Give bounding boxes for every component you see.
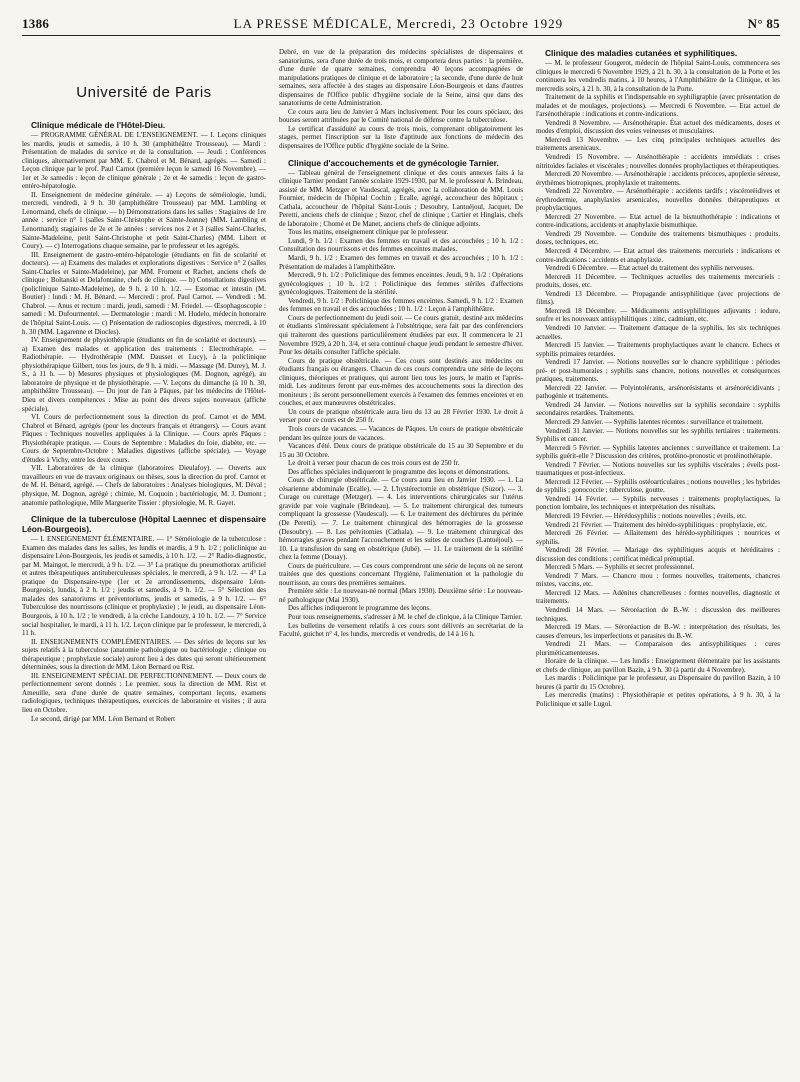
paragraph: Un cours de pratique obstétricale aura lieu du 13 au 28 Février 1930. Le droit à verser pour ce cours est de 250 fr. [279, 407, 523, 425]
column-middle [279, 48, 523, 1058]
paragraph: Mercredi 18 Décembre. — Médicaments antisyphilitiques adjuvants : iodure, soufre et les nouveaux antisyphilitiques : zinc, cadmium, etc. [536, 306, 780, 324]
section-heading: Clinique des maladies cutanées et syphilitiques. [545, 48, 738, 58]
paragraph: III. ENSEIGNEMENT SPÉCIAL DE PERFECTIONNEMENT. — Deux cours de perfectionnement seront donnés : Le premier, sous la direction de MM. Rist et Ameuille, sera d'une durée de quatre semaines, comportant leçons, examens radiologiques, techniques thérapeutiques, exercices de laboratoire et visites ; il aura lieu en Octobre. [22, 671, 266, 714]
paragraph: Vendredi 14 Mars. — Séroréaction de B.-W. : discussion des meilleures techniques. [536, 606, 780, 623]
section-heading: Clinique d'accouchements et de gynécologie Tarnier. [288, 157, 499, 168]
article-columns [22, 48, 780, 1058]
paragraph: Cours de perfectionnement du jeudi soir. — Ce cours gratuit, destiné aux médecins et étudiants s'intéressant spécialement à l'obstétrique, sera fait par des conférenciers qui traiteront des questions particulièrement étudiées par eux. Il commencera le 21 Novembre 1929, à 20 h. 3/4, et sera continué chaque jeudi pendant le semestre d'hiver. Pour les détails consulter l'affiche spéciale. [279, 313, 523, 357]
paragraph: III. Enseignement de gastro-entéro-hépatologie (étudiants en fin de scolarité et docteurs). — a) Examens des malades et explorations digestives : Service n° 2 (salles Saint-Charles et Sainte-Madeleine), par MM. Froment et Rachet, anciens chefs de clinique ; Boltanski et Delafontaine, chefs de clinique. — b) Consultations digestives (policlinique Sainte-Madeleine), de 9 h. à 10 h. 1/2. — Estomac et intestin (M. Boutier) : lundi : M. H. Bénard. — Mercredi : prof. Paul Carnot. — Vendredi : M. Chabrol. — Anus et rectum : mardi, jeudi, samedi : M. Friedel. — Œsophagoscopie : samedi : M. Dufourmentel. — Dermatologie : mardi : M. Hudelo, médecin honoraire de l'hôpital Saint-Louis. — c) Présentation de radioscopies digestives, mercredi, à 10 h. 30 (MM. Lagarenne et Diocles). [22, 250, 266, 336]
paragraph: Pour tous renseignements, s'adresser à M. le chef de clinique, à la Clinique Tarnier. [288, 613, 523, 621]
paragraph: Mercredi, 9 h. 1/2 : Policlinique des femmes enceintes. Jeudi, 9 h. 1/2 : Opérations gynécologiques ; 10 h. 1/2 : Policlinique des femmes stériles d'affections gynécologiques. Traitement de la stérilité. [279, 271, 523, 297]
section-heading: Clinique médicale de l'Hôtel-Dieu. [31, 120, 166, 130]
paragraph: Tous les matins, enseignement clinique par le professeur. [288, 228, 449, 237]
paragraph: Vendredi 24 Janvier. — Notions nouvelles sur la syphilis secondaire : syphilis secondaires retardées. Traitements. [536, 400, 780, 418]
paragraph: Mercredi 13 Novembre. — Les cinq principales techniques actuelles des traitements arsenicaux. [536, 135, 780, 153]
paragraph: — Tableau général de l'enseignement clinique et des cours annexes faits à la clinique Tarnier pendant l'année scolaire 1929-1930, par M. le professeur A. Brindeau, assisté de MM. Metzger et Vaudescal, agrégés, avec la collaboration de MM. Louis Fournier, médecin de l'hôpital Cochin ; Ecalle, agrégé, accoucheur des hôpitaux ; Cathala, accoucheur de l'hôpital Saint-Louis ; Desoubry, Lantuéjoul, Jacquet, De Peretti, anciens chefs de clinique ; Suzor, chef de clinique ; Cartier et Hinglais, chefs de laboratoire ; Chomé et De Manet, anciens chefs de clinique adjoints. [279, 168, 523, 228]
paragraph: Mercredi 22 Janvier. — Polyintolérants, arsénorésistants et arsénorécidivants ; pathogénie et traitements. [536, 383, 780, 401]
paragraph: Mercredi 26 Février. — Allaitement des hérédo-syphilitiques : nourrices et syphilis. [536, 529, 780, 546]
journal-title: LA PRESSE MÉDICALE, Mercredi, 23 Octobre 1929 [233, 16, 564, 31]
paragraph: Vendredi 21 Février. — Traitement des hérédo-syphilitiques : prophylaxie, etc. [545, 520, 767, 529]
paragraph: Vendredi 22 Novembre. — Arsénothérapie : accidents tardifs ; viscéroréidives et érythrodermie, anaphylaxies arsenicales, nouvelles données thérapeutiques et prophylactiques. [536, 187, 780, 213]
paragraph: IV. Enseignement de physiothérapie (étudiants en fin de scolarité et docteurs). — a) Examen des malades et application des traitements : Electrothérapie. — Radiothérapie. — Hydrothérapie (MM. Dausset et Lucy), à la policlinique physiothérapique Gilbert, tous les jours, de 9 h. à midi. — Massage (M. Durey), M. J. S., à 11 h. — b) Mesures physiques et physiologiques (M. Dognon, agrégé), au laboratoire de physique et de physiothérapie. — V. Leçons du dimanche (à 10 h. 30, amphithéâtre Trousseau). — Du jour de l'an à Pâques, par les médecins de l'Hôtel-Dieu et divers compétences : Mise au point des divers sujets nouveaux (affiche spéciale). [22, 336, 266, 413]
paragraph: — I. ENSEIGNEMENT ÉLÉMENTAIRE. — 1° Séméiologie de la tuberculose : Examen des malades dans les salles, les lundis et mardis, à 9 h. 1/2 ; policlinique au dispensaire Léon-Bourgeois, les jeudis et samedis, à 10 h. 1/2. — 2° Radio-diagnostic, par M. Maingot, le mercredi, à 9 h. 1/2. — 3° La pratique du pneumothorax artificiel et autres thérapeutiques antituberculeuses spéciales, le mercredi, à 9 h. 1/2. — 4° La pratique du Dispensaire-type (1er et 2e arrondissements, dispensaire Léon-Bourgeois), lundis, à 2 h. 1/2 ; jeudis et samedis, à 9 h. 1/2. — 5° Sélection des malades des sanatoriums et préventoriums, jeudis et samedis, à 9 h. 1/2. — 6° Tuberculose des nourrissons (clinique et prophylaxie) ; le jeudi, au dispensaire Léon-Bourgeois, à 10 h. 1/2 ; le vendredi, à la crèche Landouzy, à 10 h. 1/2. — 7° Service social hospitalier, le mardi, à 11 h. 1/2. Leçon clinique par le professeur, le mercredi, à 11 h. [22, 535, 266, 638]
paragraph: Cours de puériculture. — Ces cours comprendront une série de leçons où ne seront traitées que des questions concernant l'hygiène, l'alimentation et la pathologie du nourrisson, au cours des premières semaines. [279, 561, 523, 587]
paragraph: Mercredi 5 Février. — Syphilis latentes anciennes : surveillance et traitement. La syphilis guérit-elle ? Discussion des critères, protéino-pronostic et protéinothérapie. [536, 443, 780, 461]
paragraph: Mercredi 4 Décembre. — Etat actuel des traitements mercuriels : indications et contre-indications : accidents et anaphylaxie. [536, 247, 780, 264]
paragraph: Le second, dirigé par MM. Léon Bernard et Robert [31, 714, 176, 723]
paragraph: Mercredi 15 Janvier. — Traitements prophylactiques avant le chancre. Echecs et syphilis primaires retardées. [536, 341, 780, 358]
paragraph: Mercredi 19 Mars. — Séroréaction de B.-W. : interprétation des résultats, les causes d'erreurs, les imperfections et parasites du B.-W. [536, 623, 780, 640]
paragraph: — PROGRAMME GÉNÉRAL DE L'ENSEIGNEMENT. — I. Leçons cliniques les mardis, jeudis et samedis, à 10 h. 30 (amphithéâtre Trousseau). — Mardi : Présentation de malades du service et de la consultation. — Jeudi : Conférences cliniques, alternativement par MM. E. Chabrol et M. Bénard, agrégés. — Samedi : Leçon clinique par le prof. Paul Carnot (première leçon le samedi 16 Novembre). — 1er et 3e samedis : leçon de clinique générale ; 2e et 4e samedis : leçon de gastro-entéro-hépatologie. [22, 131, 266, 191]
paragraph: Vendredi 6 Décembre. — Etat actuel du traitement des syphilis nerveuses. [545, 264, 754, 273]
page-number: 1386 [22, 16, 50, 31]
paragraph: Les bulletins de versement relatifs à ces cours sont délivrés au secrétariat de la Faculté, guichet n° 4, les lundis, mercredis et vendredis, de 14 à 16 h. [279, 621, 523, 639]
paragraph: Mercredi 5 Mars. — Syphilis et secret professionnel. [545, 563, 695, 572]
paragraph: Vendredi 15 Novembre. — Arsénothérapie : accidents immédiats : crises nitritoïdes faciales et viscérales ; nouvelles données prophylactiques et thérapeutiques. [536, 153, 780, 170]
paragraph: Vendredi 17 Janvier. — Notions nouvelles sur le chancre syphilitique : périodes pré- et post-humorales ; syphilis sans chancre, notions nouvelles et conséquences pratiques, traitements. [536, 358, 780, 384]
paragraph: Des affiches spéciales indiqueront le programme des leçons et démonstrations. [288, 467, 510, 476]
paragraph: — M. le professeur Gougerot, médecin de l'hôpital Saint-Louis, commencera ses cliniques le mercredi 6 Novembre 1929, à 21 h. 30, à la consultation de la Porte et les continuera les vendredis matins, à 10 heures, à l'Amphithéâtre de la Clinique, et les mercredis soirs, à 21 h. 30, à la consultation de la Porte. [536, 59, 780, 93]
paragraph: Debré, en vue de la préparation des médecins spécialistes de dispensaires et sanatoriums, sera d'une durée de trois mois, et comportera deux parties : la première, d'une durée de quatre semaines, comprendra 40 leçons accompagnées de manipulations pratiques de clinique et de laboratoire ; la seconde, d'une durée de huit semaines, sera affectée à des stages au dispensaire Léon-Bourgeois et dans d'autres dispensaires de l'Office public d'hygiène sociale de la Seine, ainsi que dans des sanatoriums de cette Administration. [279, 48, 523, 108]
paragraph: Vendredi 28 Février. — Mariage des syphilitiques acquis et héréditaires : discussion des conditions ; certificat médical prénuptial. [536, 546, 780, 563]
paragraph: II. Enseignement de médecine générale. — a) Leçons de séméiologie, lundi, mercredi, vendredi, à 9 h. 30 (amphithéâtre Trousseau) par MM. Lambling et Lenormand, chefs de clinique. — b) Démonstrations dans les salles : Stagiaires de 1re année : service n° 1 (salles Saint-Christophe et Sainte-Jeanne) (MM. Lambling et Lenormand); stagiaires de 2e et 3e années : services nos 2 et 3 (salles Saint-Charles, Sainte-Madeleine, petit Saint-Christophe et petit Saint-Charles) (MM. Libert et Coury). — c) Interrogations chaque semaine, par le professeur et les agrégés. [22, 190, 266, 251]
issue-number: N° 85 [747, 16, 780, 31]
paragraph: Mercredi 27 Novembre. — Etat actuel de la bismuthothérapie : indications et contre-indications, accidents et anaphylaxie bismuthique. [536, 212, 780, 230]
paragraph: Vendredi 29 Novembre. — Conduite des traitements bismuthiques : produits, doses, techniques, etc. [536, 229, 780, 247]
paragraph: Vendredi, 9 h. 1/2 : Policlinique des femmes enceintes. Samedi, 9 h. 1/2 : Examen des femmes en travail et des accouchées ; 10 h. 1/2 : Leçon à l'amphithéâtre. [279, 296, 523, 314]
page-header [22, 16, 780, 36]
section-heading: Clinique de la tuberculose (Hôpital Laennec et dispensaire Léon-Bourgeois). [22, 514, 266, 535]
paragraph: Mardi, 9 h. 1/2 : Examen des femmes en travail et des accouchées ; 10 h. 1/2 : Présentation de malades à l'amphithéâtre. [279, 254, 523, 271]
paragraph: Horaire de la clinique. — Les lundis : Enseignement élémentaire par les assistants et chefs de clinique, au pavillon Bazin, à 9 h. 30 (à partir du 4 Novembre). [536, 657, 780, 674]
paragraph: Vendredi 31 Janvier. — Notions nouvelles sur les syphilis tertiaires : traitements. Syphilis et cancer. [536, 426, 780, 444]
paragraph: Vendredi 21 Mars. — Comparaison des antisyphilitiques : cures pluriméticamenteuses. [536, 640, 780, 657]
paragraph: Mercredi 20 Novembre. — Arsénothérapie : accidents précoces, apoplexie séreuse, érythèmes biotropiques, prophylaxie et traitements. [536, 170, 780, 187]
paragraph: Les mardis : Policlinique par le professeur, au Dispensaire du pavillon Bazin, à 10 heures (à partir du 15 Octobre). [536, 674, 780, 691]
paragraph: Vacances d'été. Deux cours de pratique obstétricale du 15 au 30 Septembre et du 15 au 30 Octobre. [279, 442, 523, 459]
paragraph: Ce cours aura lieu de Janvier à Mars inclusivement. Pour les cours spéciaux, des bourses seront attribuées par le Comité national de défense contre la tuberculose. [279, 107, 523, 125]
paragraph: Traitement de la syphilis et l'indispensable en syphiligraphie (avec présentation de malades et de moulages, projections). — Mercredi 6 Novembre. — Etat actuel de l'arsénothérapie : indications et contre-indications. [536, 93, 780, 119]
paragraph: II. ENSEIGNEMENTS COMPLÉMENTAIRES. — Des séries de leçons sur les sujets relatifs à la tuberculose (anatomie pathologique ou bactériologie ; clinique ou thérapeutique ; prophylaxie sociale) auront lieu à des dates qui seront ultérieurement déterminées, sous la direction de MM. Léon Bernard ou Rist. [22, 637, 266, 672]
paragraph: Mercredi 12 Mars. — Adénites chancrelleuses : formes nouvelles, diagnostic et traitements. [536, 588, 780, 606]
paragraph: Trois cours de vacances. — Vacances de Pâques. Un cours de pratique obstétricale pendant les quinze jours de vacances. [279, 424, 523, 442]
university-title: Université de Paris [76, 84, 212, 101]
paragraph: Cours de chirurgie obstétricale. — Ce cours aura lieu en Janvier 1930. — 1. La césarienne abdominale (Ecalle). — 2. L'hystérectomie en obstétrique (Suzor). — 3. Curage ou curettage (Metzger). — 4. Les interventions chirurgicales sur l'utérus gravide par voie vaginale (Brindeau). — 5. Le traitement chirurgical des tumeurs compliquant la grossesse (Vaudescal). — 6. Le traitement des déchirures du périnée (De Peretti). — 7. Le traitement chirurgical des hémorragies de la grossesse (Desoubry). — 8. Les pelvitomies (Cathala). — 9. Le traitement chirurgical des hémorragies graves pendant l'accouchement et les suites de couches (Lantuéjoul). — 10. La transfusion du sang en obstétrique (Jubé). — 11. Le traitement de la stérilité chez la femme (Douay). [279, 476, 523, 562]
paragraph: Vendredi 8 Novembre. — Arsénothérapie. État actuel des médicaments, doses et modes d'emploi, discussion des voies veineuses et musculaires. [536, 118, 780, 136]
paragraph: Première série : Le nouveau-né normal (Mars 1930). Deuxième série : Le nouveau-né pathologique (Mai 1930). [279, 587, 523, 604]
paragraph: Le certificat d'assiduité au cours de trois mois, comprenant obligatoirement les stages, permet l'inscription sur la liste d'aptitude aux fonctions de médecin des dispensaires de l'Office public d'hygiène sociale de la Seine. [279, 124, 523, 151]
paragraph: Vendredi 14 Février. — Syphilis nerveuses : traitements prophylactiques, la ponction lombaire, les techniques et interprétation des résultats. [536, 494, 780, 512]
paragraph: Mercredi 12 Février. — Syphilis ostéoarticulaires ; notions nouvelles ; les hybrides de syphilis ; gonococcie ; tuberculose, goutte. [536, 477, 780, 495]
paragraph: Vendredi 13 Décembre. — Propagande antisyphilitique (avec projections de films). [536, 289, 780, 307]
paragraph: VII. Laboratoires de la clinique (laboratoires Dieulafoy). — Ouverts aux travailleurs en vue de travaux originaux ou thèses, sous la direction du prof. Carnot et de M. H. Bénard, agrégé. — Chefs de laboratoires : Analyses biologiques, M. Déval ; physique, M. Dognon, agrégé ; chimie, M. Coquoin ; bactériologie, M. J. Dumont ; anatomie pathologique, Mlle Marguerite Tissier : physiologie, M. R. Gayet. [22, 464, 266, 507]
newspaper-page [22, 16, 780, 1066]
paragraph: Les mercredis (matins) : Physiothérapie et petites opérations, à 9 h. 30, à la Policlinique et salle Lugol. [536, 691, 780, 709]
column-left [22, 48, 266, 1058]
paragraph: Vendredi 7 Février. — Notions nouvelles sur les syphilis viscérales ; éveils post-traumatiques et post-infectieux. [536, 460, 780, 478]
paragraph: Des affiches indiqueront le programme des leçons. [288, 604, 431, 613]
paragraph: Mercredi 11 Décembre. — Techniques actuelles des traitements mercuriels : produits, doses, etc. [536, 272, 780, 290]
column-right [536, 48, 780, 1058]
paragraph: Mercredi 29 Janvier. — Syphilis latentes récentes : surveillance et traitement. [545, 417, 764, 426]
paragraph: Le droit à verser pour chacun de ces trois cours est de 250 fr. [288, 459, 460, 468]
paragraph: Vendredi 7 Mars. — Chancre mou : formes nouvelles, traitements, chancres mixtes, vaccins, etc. [536, 571, 780, 589]
paragraph: VI. Cours de perfectionnement sous la direction du prof. Carnot et de MM. Chabrol et Bénard, agrégés (pour les docteurs français et étrangers). — Cours avant Pâques : Techniques nouvelles appliquées à la Clinique. — Cours après Pâques : Physiothérapie pratique. — Cours de Septembre : Maladies du foie, diabète, etc. — Cours de Septembre-Octobre : Maladies digestives (affiche spéciale). — Voyage d'études à Vichy, entre les deux cours. [22, 413, 266, 464]
paragraph: Mercredi 19 Février. — Hérédosyphilis : notions nouvelles ; éveils, etc. [545, 511, 747, 520]
paragraph: Lundi, 9 h. 1/2 : Examen des femmes en travail et des accouchées ; 10 h. 1/2 : Consultation des nourrissons et des femmes enceintes malades. [279, 236, 523, 254]
paragraph: Vendredi 10 Janvier. — Traitement d'attaque de la syphilis, les six techniques actuelles. [536, 323, 780, 341]
paragraph: Cours de pratique obstétricale. — Ces cours sont destinés aux médecins ou étudiants français ou étrangers. Chacun de ces cours comprendra une série de leçons cliniques, théoriques et pratiques, qui auront lieu tous les jours, le matin et l'après-midi. Les auditeurs feront par eux-mêmes des accouchements sous la direction des moniteurs ; ils seront personnellement exercés à l'examen des femmes enceintes et en couches, et aux manœuvres obstétricales. [279, 356, 523, 408]
